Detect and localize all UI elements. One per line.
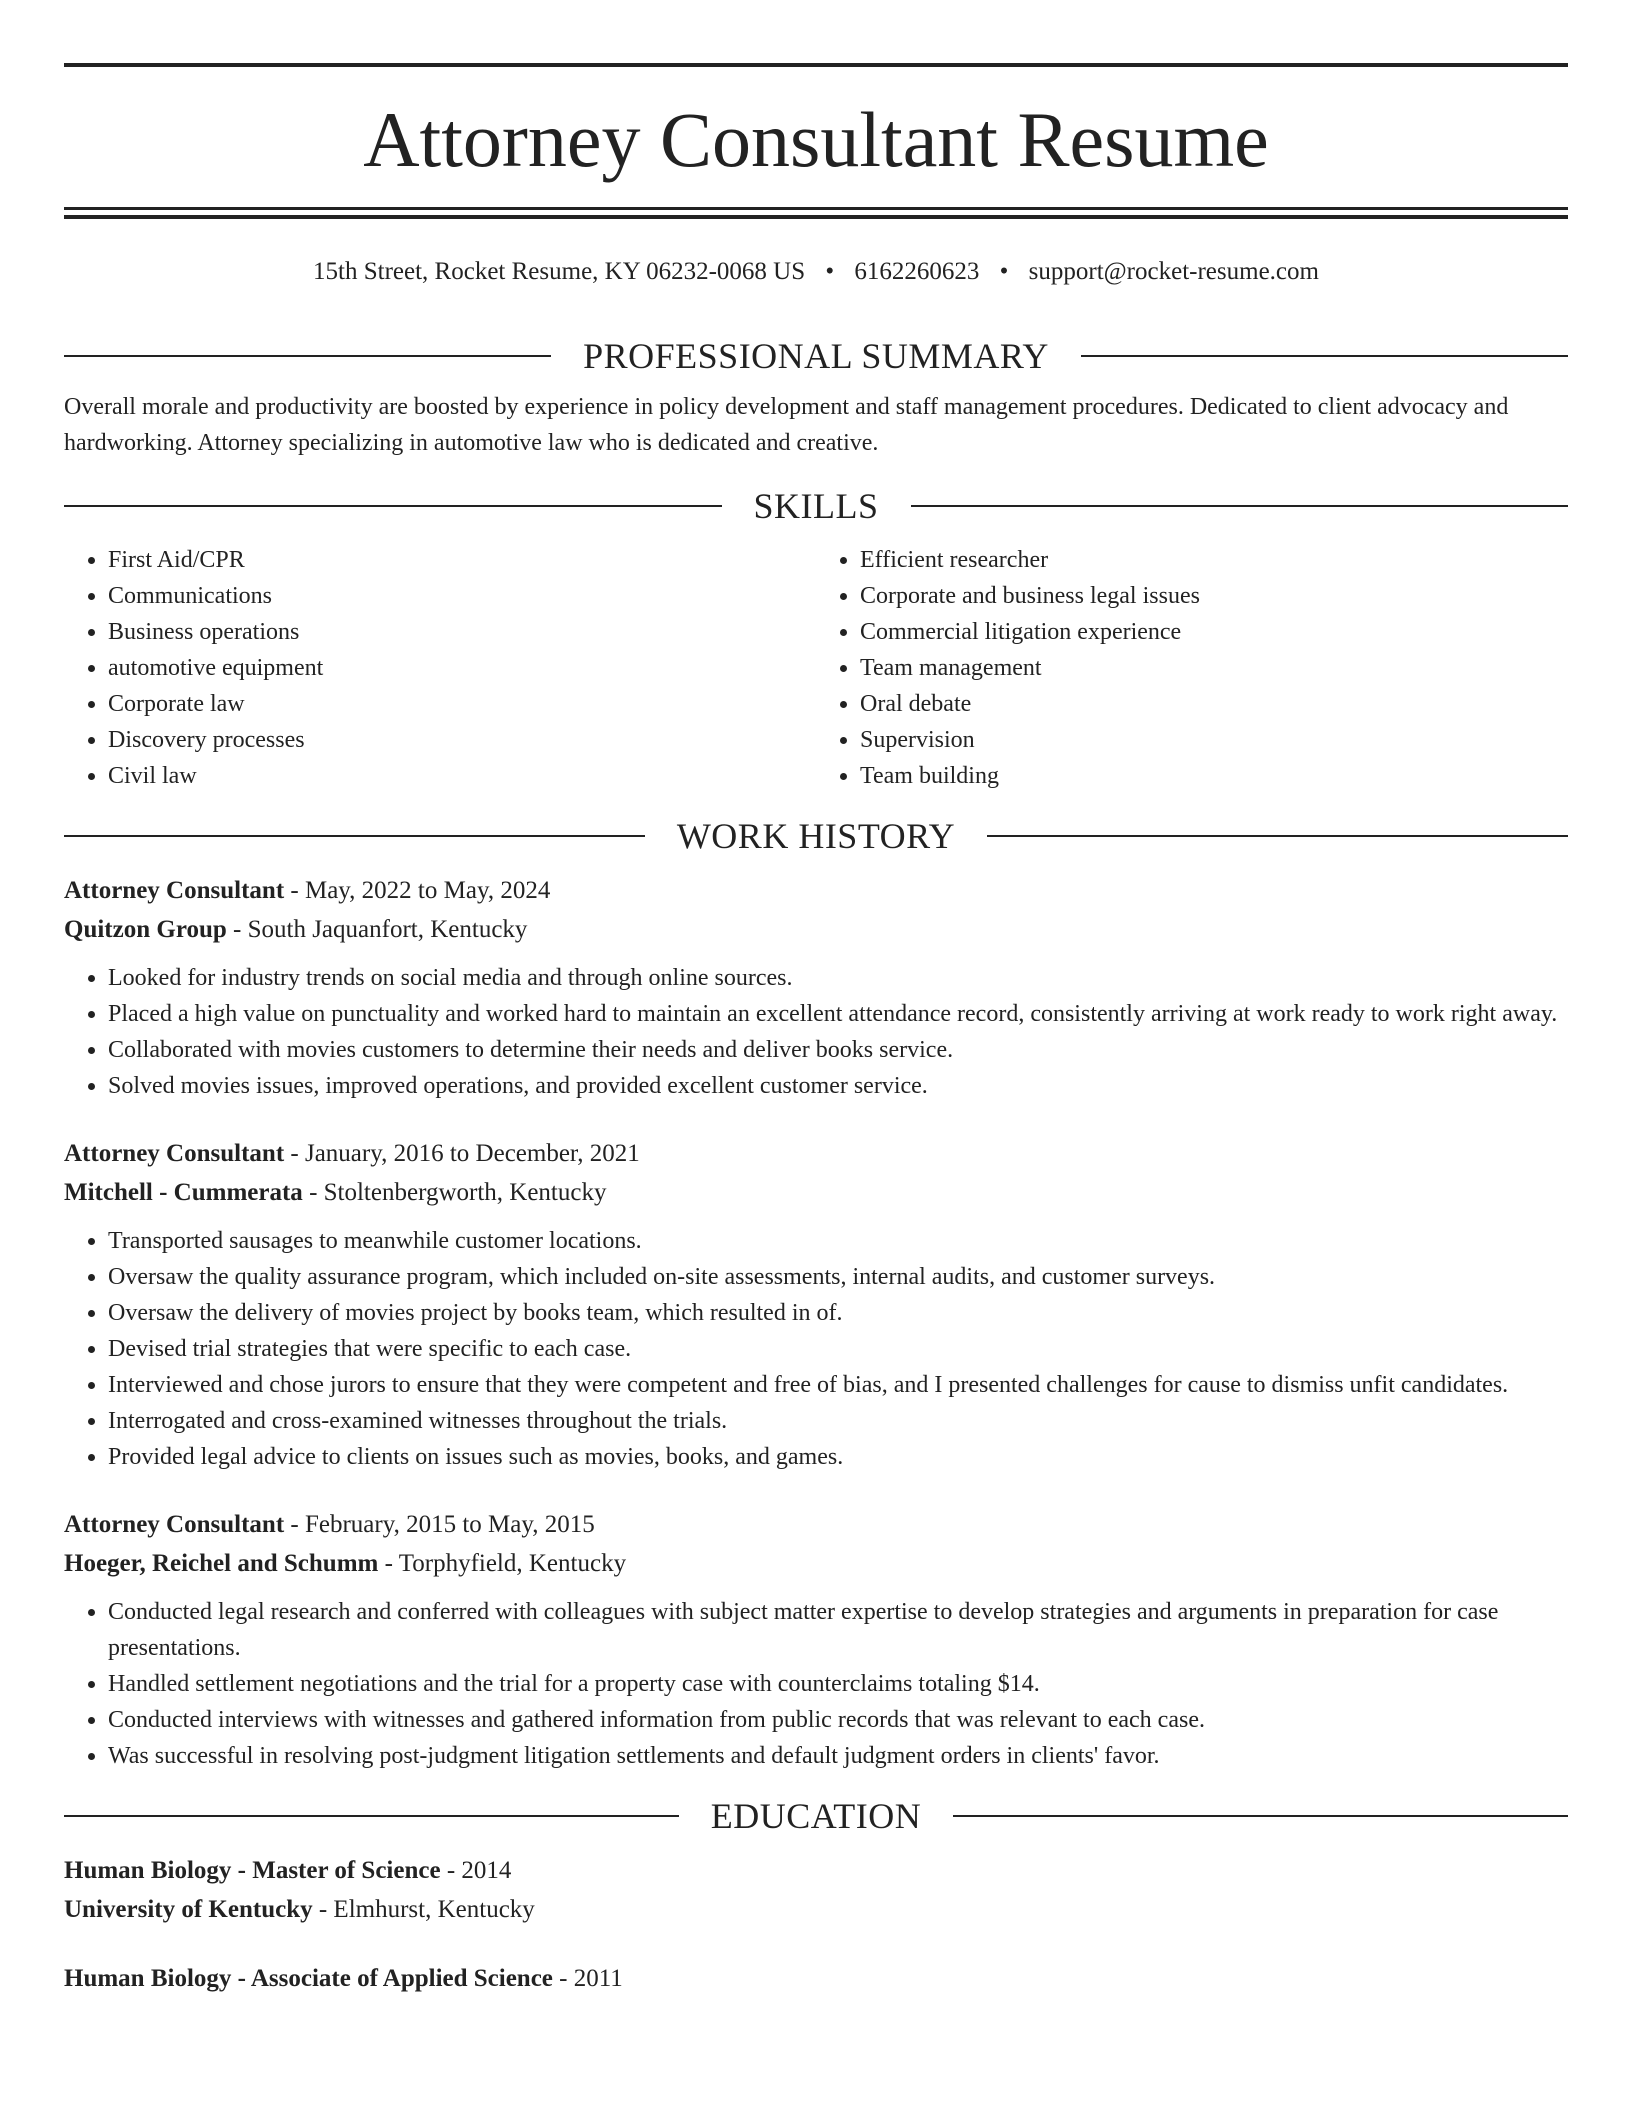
job-location: - Stoltenbergworth, Kentucky	[302, 1179, 607, 1206]
heading-rule	[64, 1815, 679, 1817]
section-heading-summary	[64, 332, 1568, 380]
section-heading-education	[64, 1792, 1568, 1840]
job-bullet: • Collaborated with movies customers to determine their needs and deliver books service.	[108, 1032, 1568, 1068]
job-company-line	[64, 910, 1568, 949]
job-company-line	[64, 1544, 1568, 1583]
skill-item: • Corporate and business legal issues	[860, 578, 1568, 614]
job-title: Attorney Consultant	[64, 1140, 285, 1167]
job-title: Attorney Consultant	[64, 1511, 285, 1538]
job-entry	[64, 1134, 1568, 1475]
skill-item: • Supervision	[860, 722, 1568, 758]
job-bullet: • Oversaw the delivery of movies project by books team, which resulted in of.	[108, 1295, 1568, 1331]
skill-item: • automotive equipment	[108, 650, 816, 686]
education-entry	[64, 1851, 1568, 1929]
job-title: Attorney Consultant	[64, 877, 285, 904]
heading-rule	[64, 835, 645, 837]
job-bullets	[64, 1594, 1568, 1774]
job-bullet: • Solved movies issues, improved operations, and provided excellent customer service.	[108, 1068, 1568, 1104]
education-year: - 2014	[440, 1857, 512, 1884]
job-location: - Torphyfield, Kentucky	[378, 1550, 627, 1577]
resume-content	[64, 332, 1568, 1998]
job-entry	[64, 871, 1568, 1104]
job-company: Hoeger, Reichel and Schumm	[64, 1550, 379, 1577]
contact-line	[64, 252, 1568, 292]
skill-item: • Communications	[108, 578, 816, 614]
heading-rule	[1081, 355, 1568, 357]
skill-item: • Oral debate	[860, 686, 1568, 722]
education-location: - Elmhurst, Kentucky	[312, 1896, 535, 1923]
top-rule	[64, 63, 1568, 67]
job-bullet: • Was successful in resolving post-judgment litigation settlements and default judgment orders in clients' favor.	[108, 1738, 1568, 1774]
job-bullet: • Interviewed and chose jurors to ensure that they were competent and free of bias, and I presented challenges for cause to dismiss unfit candidates.	[108, 1367, 1568, 1403]
skills-list	[64, 542, 1568, 794]
skill-item: • Corporate law	[108, 686, 816, 722]
job-entry	[64, 1505, 1568, 1774]
job-bullet: • Looked for industry trends on social media and through online sources.	[108, 960, 1568, 996]
heading-rule	[64, 355, 551, 357]
contact-phone: 6162260623	[854, 258, 980, 285]
title-rule-upper	[64, 207, 1568, 210]
contact-address: 15th Street, Rocket Resume, KY 06232-0068 US	[313, 258, 806, 285]
section-title: SKILLS	[753, 486, 879, 526]
heading-rule	[64, 505, 722, 507]
education-school-line	[64, 1890, 1568, 1929]
job-company: Mitchell - Cummerata	[64, 1179, 303, 1206]
skill-item: • Discovery processes	[108, 722, 816, 758]
resume-title: Attorney Consultant Resume	[363, 96, 1269, 183]
job-company-line	[64, 1173, 1568, 1212]
skill-item: • Team management	[860, 650, 1568, 686]
education-entry	[64, 1959, 1568, 1998]
contact-separator: •	[825, 258, 835, 285]
section-title: PROFESSIONAL SUMMARY	[583, 336, 1049, 376]
title-rule-lower	[64, 215, 1568, 219]
section-title: EDUCATION	[710, 1796, 922, 1836]
skill-item: • Commercial litigation experience	[860, 614, 1568, 650]
education-degree-line	[64, 1959, 1568, 1998]
heading-rule	[911, 505, 1569, 507]
contact-email: support@rocket-resume.com	[1028, 258, 1319, 285]
job-bullet: • Devised trial strategies that were specific to each case.	[108, 1331, 1568, 1367]
skill-item: • Civil law	[108, 758, 816, 794]
job-bullet: • Conducted interviews with witnesses and gathered information from public records that was relevant to each case.	[108, 1702, 1568, 1738]
job-location: - South Jaquanfort, Kentucky	[226, 916, 528, 943]
job-bullet: • Handled settlement negotiations and the trial for a property case with counterclaims totaling $14.	[108, 1666, 1568, 1702]
skill-item: • Efficient researcher	[860, 542, 1568, 578]
job-bullet: • Transported sausages to meanwhile customer locations.	[108, 1223, 1568, 1259]
education-degree: Human Biology - Master of Science	[64, 1857, 441, 1884]
skill-item: • Team building	[860, 758, 1568, 794]
section-heading-skills	[64, 482, 1568, 530]
education-degree: Human Biology - Associate of Applied Science	[64, 1965, 553, 1992]
job-dates: - February, 2015 to May, 2015	[284, 1511, 595, 1538]
job-title-line	[64, 1505, 1568, 1544]
job-bullet: • Placed a high value on punctuality and worked hard to maintain an excellent attendance record, consistently arriving at work ready to work right away.	[108, 996, 1568, 1032]
education-year: - 2011	[552, 1965, 623, 1992]
skill-item: • First Aid/CPR	[108, 542, 816, 578]
section-heading-work	[64, 812, 1568, 860]
contact-separator: •	[999, 258, 1009, 285]
job-dates: - January, 2016 to December, 2021	[284, 1140, 640, 1167]
education-degree-line	[64, 1851, 1568, 1890]
job-bullet: • Conducted legal research and conferred with colleagues with subject matter expertise to develop strategies and arguments in preparation for case presentations.	[108, 1594, 1568, 1666]
job-title-line	[64, 871, 1568, 910]
heading-rule	[987, 835, 1568, 837]
job-bullet: • Interrogated and cross-examined witnesses throughout the trials.	[108, 1403, 1568, 1439]
section-title: WORK HISTORY	[676, 816, 956, 856]
summary-text: Overall morale and productivity are boosted by experience in policy development and staff management procedures. Dedicated to client advocacy and hardworking. Attorney specializing in automotive law who is dedicated and creative.	[64, 394, 1509, 456]
skill-item: • Business operations	[108, 614, 816, 650]
education-school: University of Kentucky	[64, 1896, 313, 1923]
job-bullet: • Oversaw the quality assurance program, which included on-site assessments, internal audits, and customer surveys.	[108, 1259, 1568, 1295]
skills-column-right	[816, 542, 1568, 794]
job-company: Quitzon Group	[64, 916, 227, 943]
job-dates: - May, 2022 to May, 2024	[284, 877, 551, 904]
job-title-line	[64, 1134, 1568, 1173]
job-bullet: • Provided legal advice to clients on issues such as movies, books, and games.	[108, 1439, 1568, 1475]
heading-rule	[953, 1815, 1568, 1817]
skills-column-left	[64, 542, 816, 794]
job-bullets	[64, 1223, 1568, 1475]
job-bullets	[64, 960, 1568, 1104]
